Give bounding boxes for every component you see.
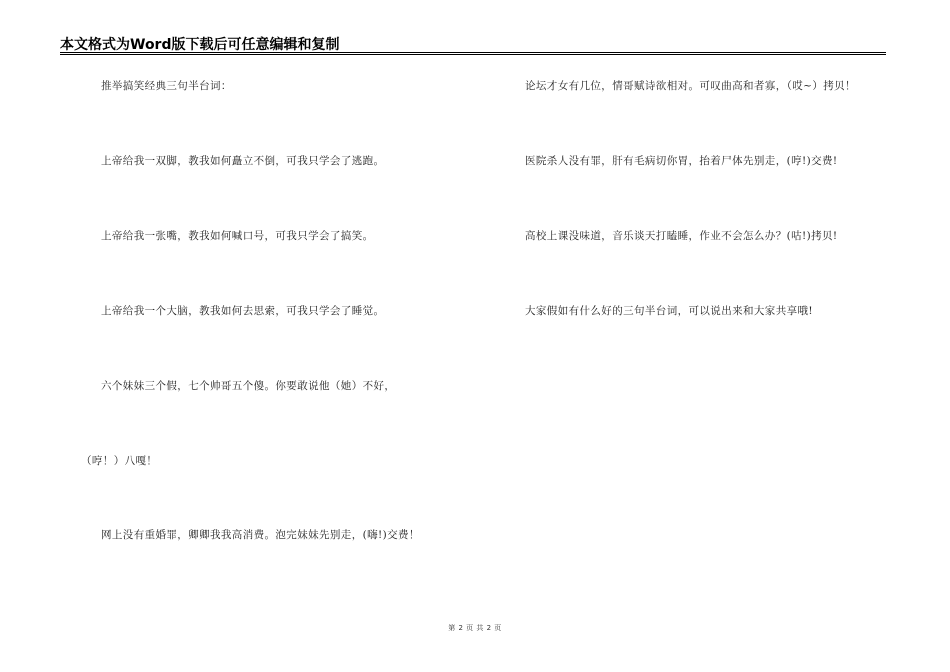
verse-line: 上帝给我一双脚，教我如何矗立不倒，可我只学会了逃跑。 [101, 155, 385, 167]
page-number-footer: 第 2 页 共 2 页 [448, 624, 502, 632]
verse-line: 上帝给我一张嘴，教我如何喊口号，可我只学会了搞笑。 [101, 230, 374, 242]
header-divider [60, 52, 886, 53]
verse-line: 六个妹妹三个假，七个帅哥五个傻。你要敢说他（她）不好， [101, 380, 396, 392]
verse-line: 论坛才女有几位，情哥赋诗欲相对。可叹曲高和者寡，（哎~）拷贝！ [525, 80, 856, 92]
verse-line: 网上没有重婚罪，卿卿我我高消费。泡完妹妹先别走，(嗨!)交费！ [101, 529, 420, 541]
verse-line-continuation: （哼！）八嘎！ [81, 455, 158, 467]
verse-line: 上帝给我一个大脑，教我如何去思索，可我只学会了睡觉。 [101, 305, 385, 317]
intro-line: 推举搞笑经典三句半台词： [101, 80, 232, 92]
document-header-title: 本文格式为Word版下载后可任意编辑和复制 [60, 37, 340, 53]
header-divider-secondary [60, 54, 886, 55]
verse-line: 医院杀人没有罪，肝有毛病切你胃，抬着尸体先别走，(哼!)交费! [525, 155, 838, 167]
verse-line: 高校上课没味道，音乐谈天打瞌睡，作业不会怎么办？(咕!)拷贝! [525, 230, 838, 242]
closing-line: 大家假如有什么好的三句半台词，可以说出来和大家共享哦! [525, 305, 814, 317]
